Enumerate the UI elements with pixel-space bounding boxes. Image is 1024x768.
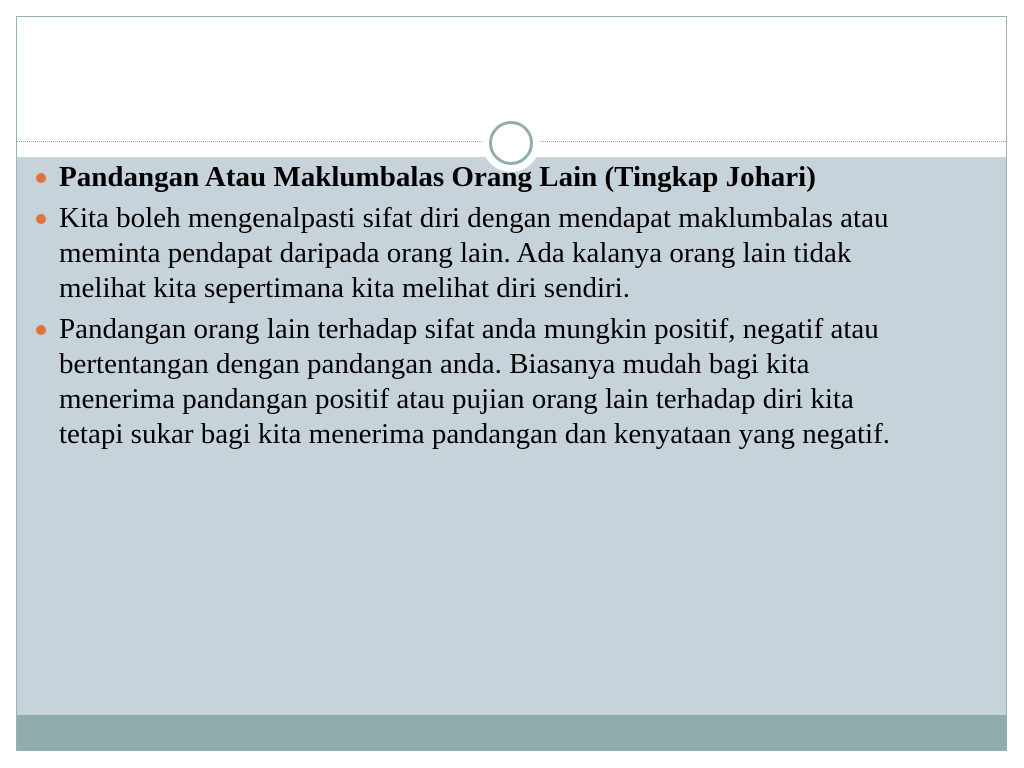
bullet-item (36, 160, 916, 195)
bullet-item (36, 201, 916, 306)
bullet-item (36, 312, 916, 452)
bullet-dot-icon (36, 173, 46, 183)
bullet-dot-icon (36, 325, 46, 335)
bullet-text: Kita boleh mengenalpasti sifat diri dengan mendapat maklumbalas atau meminta pendapat daripada orang lain. Ada kalanya orang lain tidak melihat kita sepertimana kita melihat diri sendiri. (59, 202, 889, 304)
bullet-list (36, 160, 916, 458)
bullet-text: Pandangan orang lain terhadap sifat anda mungkin positif, negatif atau bertentangan dengan pandangan anda. Biasanya mudah bagi kita menerima pandangan positif atau pujian orang lain terhadap diri kita tetapi sukar bagi kita menerima pandangan dan kenyataan yang negatif. (59, 313, 891, 450)
bullet-text: Pandangan Atau Maklumbalas Orang Lain (Tingkap Johari) (59, 161, 816, 193)
ring-icon (489, 121, 533, 165)
bullet-dot-icon (36, 214, 46, 224)
footer-band (17, 715, 1006, 751)
